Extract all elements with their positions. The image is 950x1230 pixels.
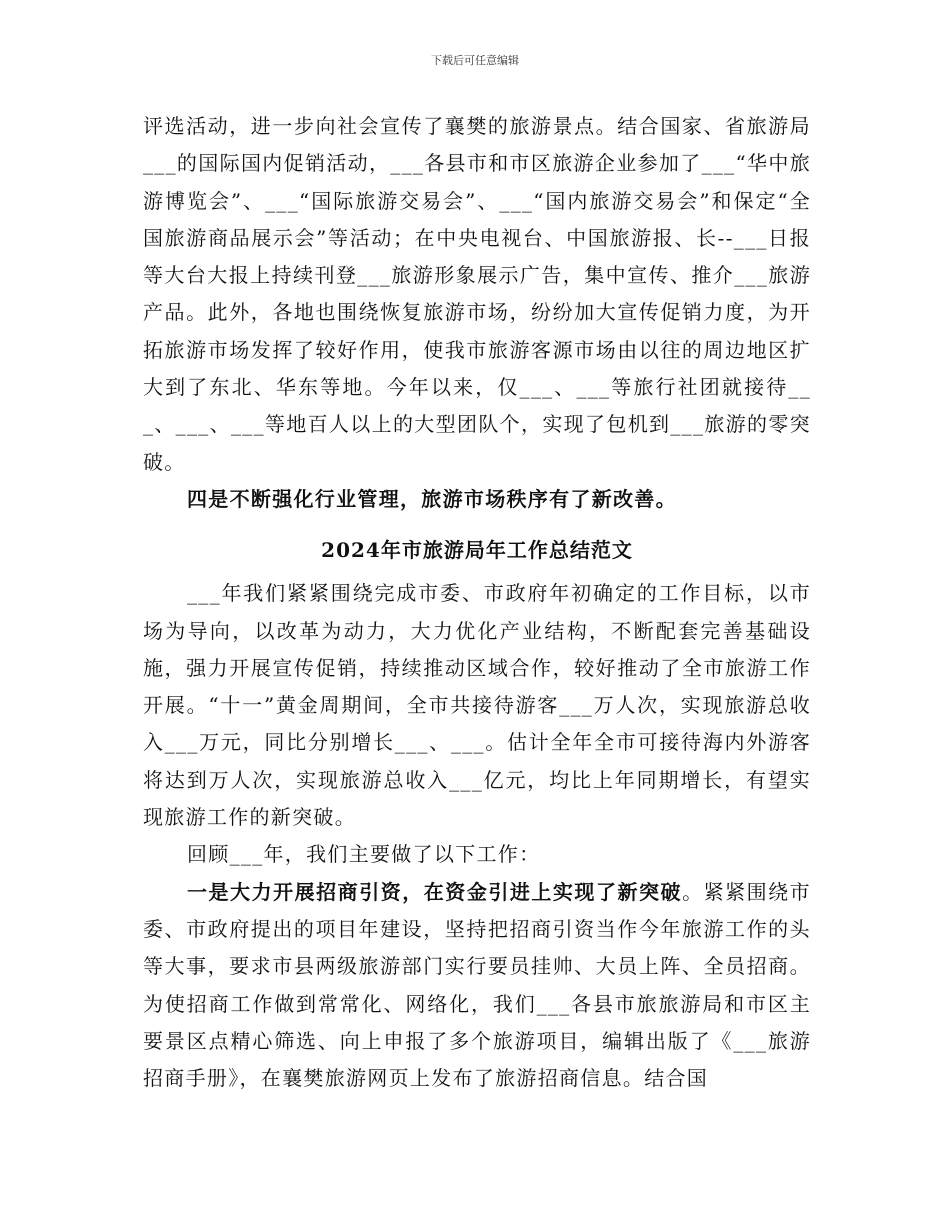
paragraph-annual-overview: ___年我们紧紧围绕完成市委、市政府年初确定的工作目标，以市场为导向，以改革为动力，大力优化产业结构，不断配套完善基础设施，强力开展宣传促销，持续推动区域合作，较好推动了全市旅游工作开展。“十一”黄金周期间，全市共接待游客___万人次，实现旅游总收入___万元，同比分别增长___、___。估计全年全市可接待海内外游客将达到万人次，实现旅游总收入___亿元，均比上年同期增长，有望实现旅游工作的新突破。 bbox=[143, 581, 811, 830]
paragraph-investment-body: 。紧紧围绕市委、市政府提出的项目年建设，坚持把招商引资当作今年旅游工作的头等大事，要求市县两级旅游部门实行要员挂帅、大员上阵、全员招商。为使招商工作做到常常化、网络化，我们___各县市旅旅游局和市区主要景区点精心筛选、向上申报了多个旅游项目，编辑出版了《___旅游招商手册》，在襄樊旅游网页上发布了旅游招商信息。结合国 bbox=[143, 879, 811, 1091]
paragraph-promotion-continued: 评选活动，进一步向社会宣传了襄樊的旅游景点。结合国家、省旅游局___的国际国内促销活动，___各县市和市区旅游企业参加了___“华中旅游博览会”、___“国际旅游交易会”、___“国内旅游交易会”和保定“全国旅游商品展示会”等活动；在中央电视台、中国旅游报、长--___日报等大台大报上持续刊登___旅游形象展示广告，集中宣传、推介___旅游产品。此外，各地也围绕恢复旅游市场，纷纷加大宣传促销力度，为开拓旅游市场发挥了较好作用，使我市旅游客源市场由以往的周边地区扩大到了东北、华东等地。今年以来，仅___、___等旅行社团就接待___、___、___等地百人以上的大型团队个，实现了包机到___旅游的零突破。 bbox=[143, 114, 811, 474]
paragraph-investment-lead: 一是大力开展招商引资，在资金引进上实现了新突破 bbox=[187, 879, 683, 904]
paragraph-investment bbox=[143, 874, 811, 1098]
paragraph-industry-management: 四是不断强化行业管理，旅游市场秩序有了新改善。 bbox=[187, 486, 677, 511]
document-body bbox=[143, 108, 811, 1097]
paragraph-review-intro: 回顾___年，我们主要做了以下工作： bbox=[187, 842, 541, 867]
document-title: 2024年市旅游局年工作总结范文 bbox=[321, 538, 633, 563]
page-header: 下载后可任意编辑 bbox=[431, 54, 519, 67]
